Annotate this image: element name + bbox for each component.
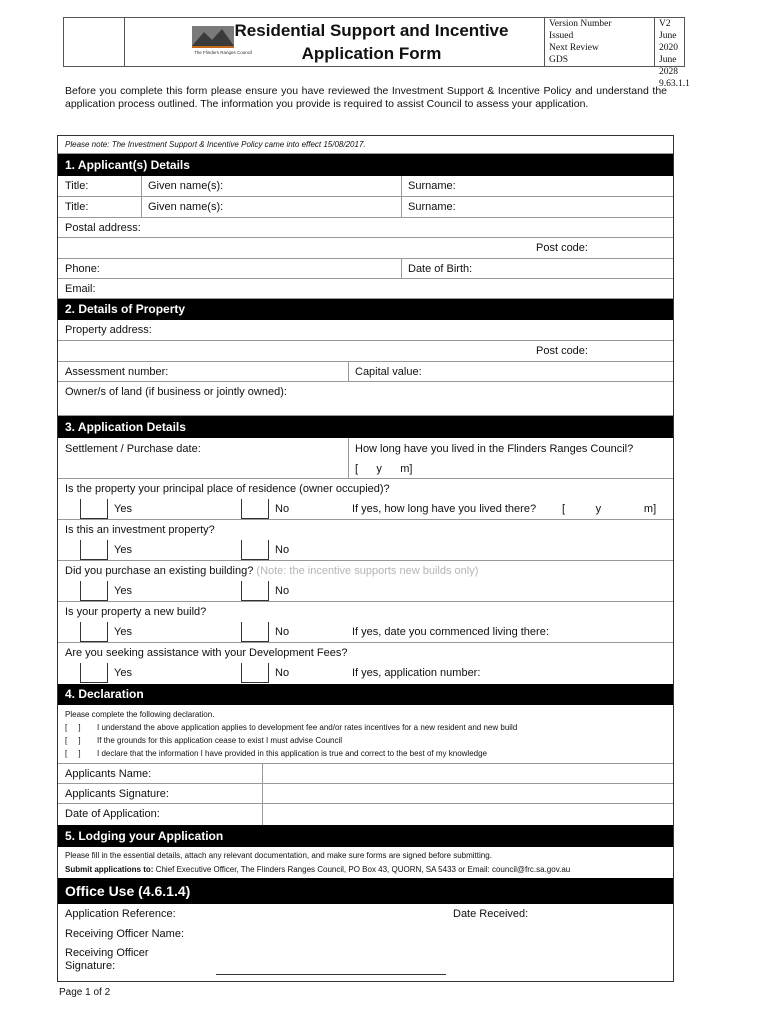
followup-label: If yes, how long have you lived there?: [352, 503, 537, 515]
submit-label: Submit applications to:: [65, 865, 154, 874]
surname-label: Surname:: [408, 180, 456, 192]
note-row: [58, 136, 673, 154]
header-blank-cell: [64, 18, 125, 66]
no-label: No: [275, 585, 290, 597]
no-checkbox[interactable]: [241, 540, 269, 560]
settlement-row: [58, 438, 673, 479]
no-checkbox[interactable]: [241, 622, 269, 642]
declaration-checkbox[interactable]: [ ]: [65, 749, 81, 758]
no-label: No: [275, 667, 290, 679]
question-text: Is this an investment property?: [65, 524, 215, 536]
meta-label: Issued: [549, 31, 574, 41]
postcode-label: Post code:: [536, 345, 588, 357]
given-name-label: Given name(s):: [148, 201, 224, 213]
postal-postcode-row[interactable]: [58, 238, 673, 259]
meta-value: V2: [659, 19, 671, 29]
meta-label: Version Number: [549, 19, 612, 29]
meta-labels: [544, 18, 655, 66]
property-address-label: Property address:: [65, 324, 152, 336]
lodging-info: [58, 847, 673, 878]
meta-value: June 2028: [659, 55, 678, 77]
yes-label: Yes: [114, 626, 132, 638]
meta-value: June 2020: [659, 31, 678, 53]
yes-checkbox[interactable]: [80, 622, 108, 642]
yes-checkbox[interactable]: [80, 663, 108, 683]
meta-value: 9.63.1.1: [659, 79, 690, 89]
question-text: Are you seeking assistance with your Development Fees?: [65, 647, 348, 659]
yes-label: Yes: [114, 667, 132, 679]
question-existing-building: [58, 561, 673, 602]
followup-label: If yes, application number:: [352, 667, 481, 679]
form-title-line1: Residential Support and Incentive: [234, 21, 509, 40]
no-label: No: [275, 544, 290, 556]
no-checkbox[interactable]: [241, 663, 269, 683]
declaration-item: If the grounds for this application cease to exist I must advise Council: [97, 736, 343, 745]
years-months-field[interactable]: [ y m]: [562, 503, 657, 515]
question-investment-property: [58, 520, 673, 561]
dob-label: Date of Birth:: [408, 263, 473, 275]
email-row[interactable]: [58, 279, 673, 299]
owners-row[interactable]: [58, 382, 673, 416]
no-checkbox[interactable]: [241, 499, 269, 519]
question-note: (Note: the incentive supports new builds only): [256, 565, 479, 577]
header-title-cell: [124, 18, 545, 66]
section-2-header: 2. Details of Property: [58, 299, 673, 320]
question-principal-residence: [58, 479, 673, 520]
meta-values: [654, 18, 690, 90]
section-4-header: 4. Declaration: [58, 684, 673, 705]
no-label: No: [275, 626, 290, 638]
title-label: Title:: [65, 180, 89, 192]
settlement-label: Settlement / Purchase date:: [65, 443, 201, 455]
section-5-header: 5. Lodging your Application: [58, 825, 673, 847]
no-checkbox[interactable]: [241, 581, 269, 601]
logo-text: The Flinders Ranges Council: [194, 50, 253, 55]
submit-line: [65, 865, 570, 874]
assessment-label: Assessment number:: [65, 366, 169, 378]
receiving-officer-label: Receiving Officer Name:: [65, 928, 185, 940]
yes-checkbox[interactable]: [80, 581, 108, 601]
applicant-signature-label: Applicants Signature:: [65, 788, 169, 800]
applicant-1-row: [58, 176, 673, 197]
question-main: Did you purchase an existing building?: [65, 565, 254, 577]
declaration-checkbox[interactable]: [ ]: [65, 736, 81, 745]
lodging-instruction: Please fill in the essential details, attach any relevant documentation, and make sure forms are signed before submitting.: [65, 851, 492, 860]
phone-label: Phone:: [65, 263, 100, 275]
applicant-name-label: Applicants Name:: [65, 768, 152, 780]
surname-label: Surname:: [408, 201, 456, 213]
no-label: No: [275, 503, 290, 515]
property-address-row[interactable]: [58, 320, 673, 341]
yes-checkbox[interactable]: [80, 540, 108, 560]
owners-label: Owner/s of land (if business or jointly owned):: [65, 386, 287, 398]
postcode-label: Post code:: [536, 242, 588, 254]
date-received-label: Date Received:: [453, 908, 529, 920]
question-text: Is the property your principal place of residence (owner occupied)?: [65, 483, 390, 495]
meta-label: Next Review: [549, 43, 599, 53]
applicant-2-row: [58, 197, 673, 218]
declaration-checkbox[interactable]: [ ]: [65, 723, 81, 732]
phone-dob-row: [58, 259, 673, 279]
question-development-fees: [58, 643, 673, 684]
policy-note: Please note: The Investment Support & Incentive Policy came into effect 15/08/2017.: [65, 140, 366, 149]
yes-label: Yes: [114, 503, 132, 515]
postal-address-row[interactable]: [58, 218, 673, 238]
question-new-build: [58, 602, 673, 643]
followup-label: If yes, date you commenced living there:: [352, 626, 549, 638]
page-number: Page 1 of 2: [59, 987, 111, 998]
postal-address-label: Postal address:: [65, 222, 141, 234]
declaration-instruction: Please complete the following declaration.: [65, 710, 215, 719]
declaration-item: I understand the above application applies to development fee and/or rates incentives for a new resident and new build: [97, 723, 518, 732]
applicant-signature-row: [58, 784, 673, 804]
assessment-row: [58, 362, 673, 382]
question-text: [65, 565, 478, 577]
application-date-row: [58, 804, 673, 825]
capital-value-label: Capital value:: [355, 366, 422, 378]
meta-label: GDS: [549, 55, 569, 65]
yes-label: Yes: [114, 544, 132, 556]
title-label: Title:: [65, 201, 89, 213]
how-long-label: How long have you lived in the Flinders Ranges Council?: [355, 443, 634, 455]
question-text: Is your property a new build?: [65, 606, 207, 618]
yes-label: Yes: [114, 585, 132, 597]
intro-paragraph: Before you complete this form please ensure you have reviewed the Investment Support & Incentive Policy and understand the application process outlined. The information you provide is required to assist Council to assess your application.: [65, 85, 667, 110]
property-postcode-row[interactable]: [58, 341, 673, 362]
declaration-block: [58, 705, 673, 764]
document-header: [63, 17, 690, 89]
section-3-header: 3. Application Details: [58, 416, 673, 438]
years-months-field[interactable]: [ y m]: [355, 463, 413, 475]
signature-line[interactable]: [216, 974, 446, 975]
yes-checkbox[interactable]: [80, 499, 108, 519]
form-title-line2: Application Form: [301, 44, 442, 63]
application-reference-label: Application Reference:: [65, 908, 176, 920]
office-use-header: Office Use (4.6.1.4): [58, 878, 673, 904]
application-date-label: Date of Application:: [65, 808, 160, 820]
officer-signature-label-1: Receiving Officer: [65, 947, 149, 959]
declaration-item: I declare that the information I have provided in this application is true and correct to the best of my knowledge: [97, 749, 487, 758]
applicant-name-row: [58, 764, 673, 784]
submit-address: Chief Executive Officer, The Flinders Ranges Council, PO Box 43, QUORN, SA 5433 or Email: council@frc.sa.gov.au: [155, 865, 571, 874]
given-name-label: Given name(s):: [148, 180, 224, 192]
email-label: Email:: [65, 283, 96, 295]
officer-signature-label-2: Signature:: [65, 960, 116, 972]
section-1-header: 1. Applicant(s) Details: [58, 154, 673, 176]
application-form: [57, 135, 674, 982]
